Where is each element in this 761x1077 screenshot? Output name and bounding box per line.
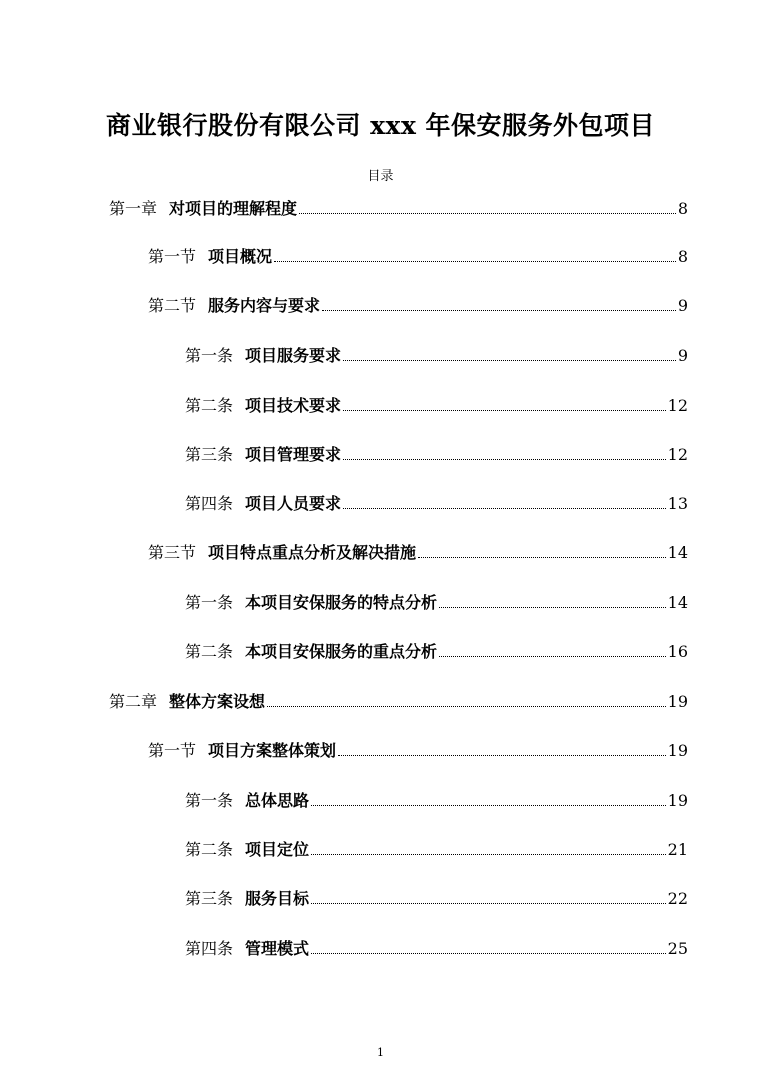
toc-entry-title: 服务目标 <box>245 889 310 908</box>
toc-heading: 目录 <box>367 169 394 184</box>
toc-entry-page: 14 <box>667 593 688 612</box>
toc-entry[interactable] <box>109 689 688 713</box>
toc-entry-title: 项目定位 <box>245 840 310 859</box>
toc-entry-title: 管理模式 <box>245 939 310 958</box>
toc-entry-number: 第一节 <box>148 247 197 266</box>
toc-dot-leader <box>338 755 666 756</box>
toc-entry[interactable] <box>185 837 688 861</box>
toc-entry-title: 项目概况 <box>208 247 273 266</box>
toc-entry[interactable] <box>185 788 688 812</box>
toc-entry-page: 13 <box>667 494 688 513</box>
toc-dot-leader <box>418 557 666 558</box>
toc-entry-title: 项目技术要求 <box>245 396 342 415</box>
toc-entry-number: 第四条 <box>185 494 234 513</box>
toc-dot-leader <box>311 854 666 855</box>
toc-entry-title: 总体思路 <box>245 791 310 810</box>
toc-entry-title: 项目人员要求 <box>245 494 342 513</box>
toc-entry[interactable] <box>185 343 688 367</box>
toc-entry-number: 第三条 <box>185 445 234 464</box>
toc-dot-leader <box>299 213 676 214</box>
toc-entry[interactable] <box>148 293 688 317</box>
toc-entry-page: 9 <box>677 346 688 365</box>
toc-entry-title: 服务内容与要求 <box>208 296 321 315</box>
toc-entry-page: 19 <box>667 741 688 760</box>
toc-entry[interactable] <box>185 639 688 663</box>
toc-dot-leader <box>343 360 676 361</box>
document-title: 商业银行股份有限公司 xxx 年保安服务外包项目 <box>105 111 656 140</box>
toc-entry-title: 项目方案整体策划 <box>208 741 337 760</box>
page-number: 1 <box>377 1046 384 1059</box>
toc-entry-title: 整体方案设想 <box>169 692 266 711</box>
toc-entry-title: 项目特点重点分析及解决措施 <box>208 543 417 562</box>
toc-entry-number: 第一章 <box>109 199 158 218</box>
toc-entry-number: 第三节 <box>148 543 197 562</box>
toc-dot-leader <box>439 656 666 657</box>
toc-dot-leader <box>322 310 676 311</box>
toc-entry-number: 第一节 <box>148 741 197 760</box>
toc-entry-number: 第三条 <box>185 889 234 908</box>
toc-entry-number: 第二条 <box>185 840 234 859</box>
toc-entry-number: 第二条 <box>185 396 234 415</box>
toc-entry-page: 14 <box>667 543 688 562</box>
toc-entry-page: 19 <box>667 692 688 711</box>
toc-entry[interactable] <box>185 936 688 960</box>
toc-entry-title: 项目管理要求 <box>245 445 342 464</box>
toc-entry-page: 22 <box>667 889 688 908</box>
toc-entry[interactable] <box>148 540 688 564</box>
toc-dot-leader <box>274 261 676 262</box>
toc-entry[interactable] <box>148 244 688 268</box>
toc-entry-page: 8 <box>677 199 688 218</box>
toc-entry-page: 8 <box>677 247 688 266</box>
toc-dot-leader <box>343 508 666 509</box>
toc-entry-page: 16 <box>667 642 688 661</box>
toc-entry-title: 项目服务要求 <box>245 346 342 365</box>
toc-entry-page: 12 <box>667 396 688 415</box>
toc-entry-title: 本项目安保服务的重点分析 <box>245 642 438 661</box>
toc-dot-leader <box>343 410 666 411</box>
toc-entry[interactable] <box>148 738 688 762</box>
toc-entry-page: 19 <box>667 791 688 810</box>
toc-dot-leader <box>311 805 666 806</box>
toc-entry-page: 21 <box>667 840 688 859</box>
toc-entry-number: 第一条 <box>185 346 234 365</box>
toc-entry-number: 第四条 <box>185 939 234 958</box>
toc-entry[interactable] <box>109 196 688 220</box>
toc-dot-leader <box>267 706 666 707</box>
toc-entry[interactable] <box>185 886 688 910</box>
toc-entry-page: 12 <box>667 445 688 464</box>
toc-entry-title: 本项目安保服务的特点分析 <box>245 593 438 612</box>
toc-entry-number: 第二章 <box>109 692 158 711</box>
toc-dot-leader <box>311 953 666 954</box>
toc-dot-leader <box>343 459 666 460</box>
toc-entry[interactable] <box>185 393 688 417</box>
toc-entry[interactable] <box>185 491 688 515</box>
toc-entry-number: 第二节 <box>148 296 197 315</box>
toc-entry-title: 对项目的理解程度 <box>169 199 298 218</box>
toc-entry-number: 第一条 <box>185 791 234 810</box>
toc-entry-page: 9 <box>677 296 688 315</box>
toc-entry-page: 25 <box>667 939 688 958</box>
toc-dot-leader <box>439 607 666 608</box>
toc-entry[interactable] <box>185 442 688 466</box>
toc-entry[interactable] <box>185 590 688 614</box>
toc-entry-number: 第二条 <box>185 642 234 661</box>
toc-dot-leader <box>311 903 666 904</box>
toc-entry-number: 第一条 <box>185 593 234 612</box>
